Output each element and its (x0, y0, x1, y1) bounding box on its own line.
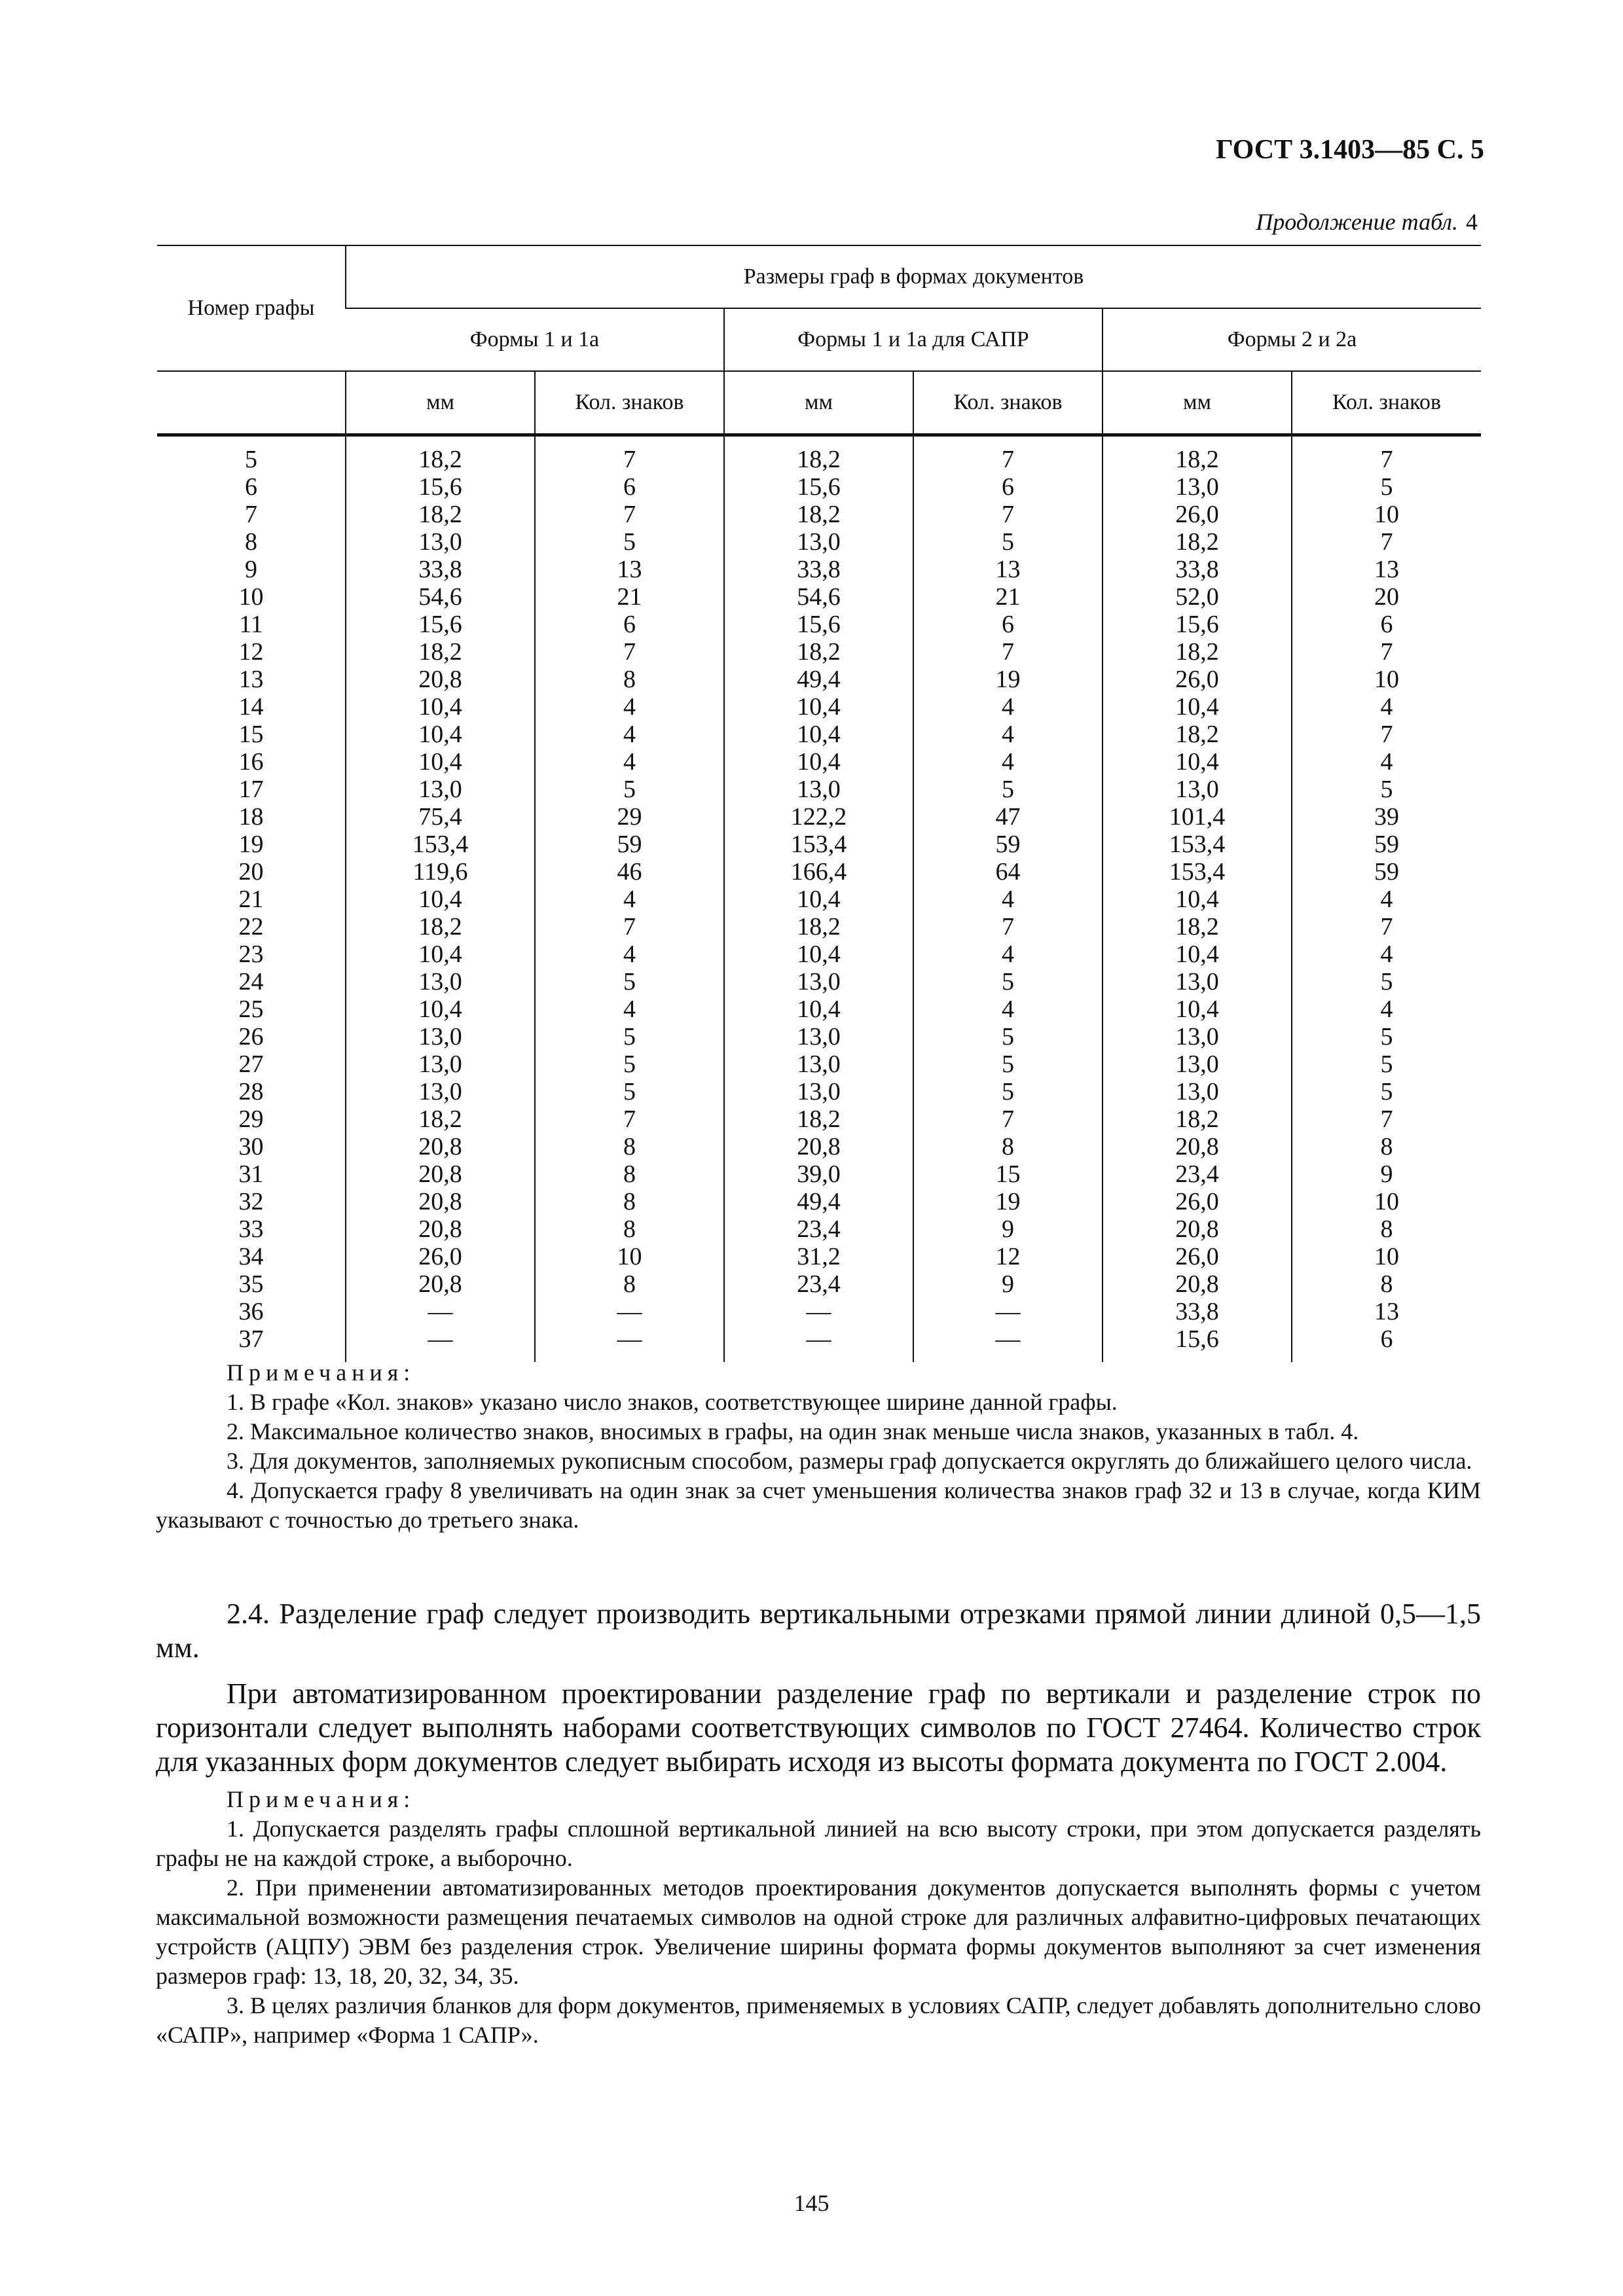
cell-form2-chars: 7 (1292, 1105, 1481, 1133)
page-number: 145 (793, 2190, 830, 2216)
table-row (157, 721, 1481, 748)
cell-form1-mm: 10,4 (346, 748, 535, 776)
cell-form1-chars: 5 (535, 1023, 724, 1050)
unit-mm-header: мм (346, 371, 535, 435)
cell-column-number: 11 (239, 611, 263, 638)
cell-column-number: 29 (238, 1105, 264, 1133)
cell-form2-mm: 10,4 (1103, 748, 1292, 776)
cell-column-number: 32 (238, 1188, 264, 1215)
cell-form1-sapr-chars: 5 (913, 1023, 1103, 1050)
cell-form2-chars: 10 (1292, 666, 1481, 693)
table-row (157, 1050, 1481, 1078)
cell-form1-mm: 10,4 (346, 721, 535, 748)
cell-form2-chars: 7 (1292, 435, 1481, 474)
cell-form1-sapr-chars: 7 (913, 501, 1103, 528)
cell-form1-chars: 4 (535, 721, 724, 748)
cell-form2-chars: 5 (1292, 1050, 1481, 1078)
cell-form1-chars: 8 (535, 1215, 724, 1243)
table-caption-number: 4 (1466, 209, 1478, 235)
cell-form1-chars: 59 (535, 831, 724, 858)
cell-form1-sapr-mm: 10,4 (724, 748, 913, 776)
cell-form1-sapr-chars: 13 (913, 556, 1103, 583)
cell-column-number: 25 (238, 996, 264, 1023)
cell-form2-mm: 13,0 (1103, 1050, 1292, 1078)
cell-form2-mm: 10,4 (1103, 941, 1292, 968)
table-row (157, 1298, 1481, 1325)
cell-form1-sapr-chars: 4 (913, 748, 1103, 776)
cell-form2-chars: 4 (1292, 886, 1481, 913)
cell-column-number: 8 (245, 528, 257, 556)
cell-form1-sapr-mm: 20,8 (724, 1133, 913, 1160)
cell-form1-mm: 18,2 (346, 435, 535, 474)
cell-column-number: 30 (238, 1133, 264, 1160)
note-item: 3. В целях различия бланков для форм документов, применяемых в условиях САПР, следует добавлять дополнительно слово «САПР», например «Форма 1 САПР». (156, 1992, 1481, 2048)
table-row (157, 1078, 1481, 1105)
table-row (157, 748, 1481, 776)
table-caption-text: Продолжение табл. (1256, 209, 1458, 235)
paragraph-sapr: При автоматизированном проектировании разделение граф по вертикали и разделение строк по горизонтали следует выполнять наборами соответствующих символов по ГОСТ 27464. Количество строк для указанных форм документов следует выбирать исходя из высоты формата документа по ГОСТ 2.004. (156, 1677, 1481, 1778)
cell-column-number: 21 (238, 886, 264, 913)
cell-form1-chars: 8 (535, 666, 724, 693)
table-row (157, 528, 1481, 556)
cell-form1-sapr-mm: 166,4 (724, 858, 913, 886)
cell-form1-sapr-chars: 5 (913, 1050, 1103, 1078)
cell-form1-sapr-mm: 122,2 (724, 803, 913, 831)
table-row (157, 941, 1481, 968)
cell-form1-chars: 21 (535, 583, 724, 611)
cell-form2-chars: 4 (1292, 941, 1481, 968)
cell-form1-sapr-mm: 13,0 (724, 1050, 913, 1078)
cell-form1-sapr-mm: 15,6 (724, 473, 913, 501)
cell-form2-chars: 7 (1292, 638, 1481, 666)
cell-form2-chars: 6 (1292, 611, 1481, 638)
cell-form1-sapr-mm: 33,8 (724, 556, 913, 583)
table-body (157, 435, 1481, 1363)
sizes-group-header: Размеры граф в формах документов (346, 245, 1481, 308)
cell-form1-sapr-mm: 13,0 (724, 1078, 913, 1105)
cell-form1-mm: 13,0 (346, 968, 535, 996)
table-row (157, 968, 1481, 996)
cell-form1-sapr-mm: 18,2 (724, 1105, 913, 1133)
unit-mm-header: мм (724, 371, 913, 435)
cell-form1-mm: 153,4 (346, 831, 535, 858)
cell-form1-sapr-chars: 6 (913, 611, 1103, 638)
cell-form1-sapr-chars: 7 (913, 1105, 1103, 1133)
cell-form1-chars: 4 (535, 941, 724, 968)
cell-column-number: 34 (238, 1243, 264, 1270)
cell-form1-sapr-chars: 4 (913, 693, 1103, 721)
cell-form1-mm: 10,4 (346, 996, 535, 1023)
cell-form2-mm: 153,4 (1103, 858, 1292, 886)
form-2-header: Формы 2 и 2а (1103, 308, 1481, 371)
table-row (157, 803, 1481, 831)
cell-form1-sapr-mm: 18,2 (724, 435, 913, 474)
cell-form1-mm: 10,4 (346, 693, 535, 721)
cell-form1-mm: 18,2 (346, 638, 535, 666)
cell-form1-sapr-mm: 153,4 (724, 831, 913, 858)
cell-form1-chars: 5 (535, 1078, 724, 1105)
table-row (157, 1243, 1481, 1270)
table-row (157, 776, 1481, 803)
column-number-header: Номер графы (157, 245, 346, 371)
cell-form1-chars: 7 (535, 913, 724, 941)
cell-form1-sapr-mm: 13,0 (724, 528, 913, 556)
cell-form2-chars: 8 (1292, 1133, 1481, 1160)
cell-form1-chars: 29 (535, 803, 724, 831)
table-row (157, 886, 1481, 913)
cell-column-number: 10 (238, 583, 264, 611)
cell-form1-mm: 15,6 (346, 611, 535, 638)
cell-form1-chars: 6 (535, 473, 724, 501)
cell-column-number: 6 (245, 473, 257, 501)
cell-column-number: 17 (238, 776, 264, 803)
cell-form2-chars: 7 (1292, 913, 1481, 941)
cell-column-number: 20 (238, 858, 264, 886)
cell-form1-sapr-chars: 12 (913, 1243, 1103, 1270)
cell-form1-sapr-mm: 23,4 (724, 1215, 913, 1243)
form-1-sapr-header: Формы 1 и 1а для САПР (724, 308, 1103, 371)
cell-column-number: 15 (238, 721, 264, 748)
table-row (157, 1325, 1481, 1362)
cell-form1-chars: 8 (535, 1188, 724, 1215)
cell-form2-chars: 7 (1292, 721, 1481, 748)
cell-form2-mm: 18,2 (1103, 721, 1292, 748)
cell-form1-chars: 4 (535, 693, 724, 721)
cell-form1-chars: — (535, 1325, 724, 1362)
cell-form1-mm: 20,8 (346, 1215, 535, 1243)
table-row (157, 1270, 1481, 1298)
cell-form2-mm: 18,2 (1103, 435, 1292, 474)
cell-form1-mm: — (346, 1298, 535, 1325)
cell-form1-sapr-chars: 4 (913, 941, 1103, 968)
cell-form1-sapr-mm: 15,6 (724, 611, 913, 638)
cell-column-number: 24 (238, 968, 264, 996)
cell-form2-mm: 18,2 (1103, 913, 1292, 941)
cell-form1-mm: 20,8 (346, 1270, 535, 1298)
unit-chars-header: Кол. знаков (535, 371, 724, 435)
cell-column-number: 22 (238, 913, 264, 941)
cell-form1-mm: 20,8 (346, 1160, 535, 1188)
cell-form2-chars: 5 (1292, 968, 1481, 996)
cell-form1-chars: 7 (535, 638, 724, 666)
cell-form2-mm: 26,0 (1103, 666, 1292, 693)
cell-column-number: 16 (238, 748, 264, 776)
cell-form1-mm: — (346, 1325, 535, 1362)
cell-form2-chars: 5 (1292, 473, 1481, 501)
table-row (157, 1215, 1481, 1243)
cell-form1-chars: 4 (535, 996, 724, 1023)
cell-form1-sapr-chars: 9 (913, 1215, 1103, 1243)
table-row (157, 996, 1481, 1023)
page-header: ГОСТ 3.1403—85 С. 5 (1215, 135, 1484, 165)
cell-column-number: 14 (238, 693, 264, 721)
cell-form1-mm: 10,4 (346, 886, 535, 913)
cell-form1-sapr-chars: 8 (913, 1133, 1103, 1160)
table-caption (1256, 208, 1478, 236)
cell-column-number: 33 (238, 1215, 264, 1243)
cell-form2-mm: 18,2 (1103, 638, 1292, 666)
cell-form1-mm: 13,0 (346, 1023, 535, 1050)
cell-column-number: 7 (245, 501, 257, 528)
cell-column-number: 26 (238, 1023, 264, 1050)
cell-form1-chars: 10 (535, 1243, 724, 1270)
cell-form1-sapr-chars: 59 (913, 831, 1103, 858)
cell-form1-chars: 7 (535, 435, 724, 474)
notes-block-1 (156, 1358, 1481, 1535)
cell-form2-mm: 13,0 (1103, 473, 1292, 501)
cell-form1-sapr-chars: 6 (913, 473, 1103, 501)
cell-form1-chars: 8 (535, 1133, 724, 1160)
cell-form1-chars: 4 (535, 886, 724, 913)
notes-block-2 (156, 1785, 1481, 2050)
table-row (157, 666, 1481, 693)
cell-column-number: 27 (238, 1050, 264, 1078)
table-row (157, 638, 1481, 666)
cell-form2-mm: 10,4 (1103, 693, 1292, 721)
cell-form2-chars: 10 (1292, 1188, 1481, 1215)
cell-form1-mm: 10,4 (346, 941, 535, 968)
cell-form2-mm: 10,4 (1103, 886, 1292, 913)
paragraph-2-4: 2.4. Разделение граф следует производить вертикальными отрезками прямой линии длиной 0,5—1,5 мм. (156, 1598, 1481, 1664)
cell-form1-sapr-mm: 10,4 (724, 996, 913, 1023)
cell-form2-chars: 4 (1292, 996, 1481, 1023)
cell-form1-sapr-chars: 19 (913, 1188, 1103, 1215)
cell-form1-chars: 8 (535, 1160, 724, 1188)
cell-form1-sapr-chars: — (913, 1325, 1103, 1362)
cell-form2-mm: 33,8 (1103, 556, 1292, 583)
table-row (157, 556, 1481, 583)
cell-form1-sapr-chars: 5 (913, 528, 1103, 556)
unit-mm-header: мм (1103, 371, 1292, 435)
cell-form2-chars: 10 (1292, 1243, 1481, 1270)
cell-form2-chars: 10 (1292, 501, 1481, 528)
cell-form1-sapr-mm: 10,4 (724, 693, 913, 721)
cell-form1-sapr-chars: 21 (913, 583, 1103, 611)
notes-title: Примечания: (227, 1359, 416, 1386)
cell-form1-mm: 13,0 (346, 1050, 535, 1078)
cell-form1-chars: 5 (535, 776, 724, 803)
cell-form2-mm: 15,6 (1103, 1325, 1292, 1362)
cell-column-number: 18 (238, 803, 264, 831)
cell-form1-mm: 18,2 (346, 913, 535, 941)
cell-form1-sapr-mm: 13,0 (724, 968, 913, 996)
cell-form1-sapr-mm: 31,2 (724, 1243, 913, 1270)
cell-form1-sapr-mm: 18,2 (724, 638, 913, 666)
table-row (157, 583, 1481, 611)
cell-form1-mm: 75,4 (346, 803, 535, 831)
cell-form1-sapr-chars: 4 (913, 996, 1103, 1023)
cell-form1-sapr-chars: 7 (913, 913, 1103, 941)
cell-form2-chars: 59 (1292, 858, 1481, 886)
number-subheader-blank (157, 371, 346, 435)
cell-form2-mm: 20,8 (1103, 1270, 1292, 1298)
cell-form1-sapr-mm: 49,4 (724, 1188, 913, 1215)
note-item: 3. Для документов, заполняемых рукописным способом, размеры граф допускается округлять до ближайшего целого числа. (227, 1448, 1472, 1474)
table-row (157, 693, 1481, 721)
cell-form2-chars: 5 (1292, 1078, 1481, 1105)
cell-form2-mm: 15,6 (1103, 611, 1292, 638)
unit-chars-header: Кол. знаков (913, 371, 1103, 435)
cell-form1-sapr-mm: 18,2 (724, 913, 913, 941)
cell-form1-mm: 54,6 (346, 583, 535, 611)
table-row (157, 473, 1481, 501)
cell-form1-sapr-chars: 19 (913, 666, 1103, 693)
cell-form2-mm: 10,4 (1103, 996, 1292, 1023)
cell-form1-chars: 46 (535, 858, 724, 886)
cell-form1-sapr-chars: 5 (913, 1078, 1103, 1105)
cell-form2-chars: 4 (1292, 748, 1481, 776)
cell-form1-mm: 26,0 (346, 1243, 535, 1270)
cell-form2-mm: 13,0 (1103, 968, 1292, 996)
cell-form1-mm: 13,0 (346, 528, 535, 556)
cell-column-number: 9 (245, 556, 257, 583)
cell-form2-mm: 26,0 (1103, 501, 1292, 528)
table-row (157, 1188, 1481, 1215)
cell-form2-mm: 153,4 (1103, 831, 1292, 858)
cell-form1-sapr-mm: 49,4 (724, 666, 913, 693)
cell-form1-chars: — (535, 1298, 724, 1325)
cell-form1-sapr-chars: 4 (913, 721, 1103, 748)
cell-form1-sapr-mm: 23,4 (724, 1270, 913, 1298)
cell-form1-chars: 7 (535, 501, 724, 528)
cell-form1-mm: 13,0 (346, 776, 535, 803)
table-row (157, 831, 1481, 858)
cell-form1-chars: 4 (535, 748, 724, 776)
cell-form1-mm: 20,8 (346, 1133, 535, 1160)
cell-column-number: 5 (245, 446, 257, 473)
cell-form1-sapr-chars: 7 (913, 435, 1103, 474)
table-row (157, 1133, 1481, 1160)
cell-form1-chars: 6 (535, 611, 724, 638)
notes-title: Примечания: (227, 1786, 416, 1812)
cell-form1-sapr-chars: 64 (913, 858, 1103, 886)
table-row (157, 1023, 1481, 1050)
cell-form1-mm: 20,8 (346, 666, 535, 693)
cell-form1-sapr-mm: 54,6 (724, 583, 913, 611)
cell-form1-sapr-mm: 10,4 (724, 886, 913, 913)
cell-form2-chars: 20 (1292, 583, 1481, 611)
cell-column-number: 31 (238, 1160, 264, 1188)
cell-form2-mm: 13,0 (1103, 1023, 1292, 1050)
cell-form1-mm: 18,2 (346, 501, 535, 528)
cell-form2-mm: 18,2 (1103, 1105, 1292, 1133)
column-sizes-table (157, 245, 1481, 1362)
cell-form2-chars: 5 (1292, 776, 1481, 803)
cell-form1-sapr-mm: 18,2 (724, 501, 913, 528)
cell-form2-chars: 7 (1292, 528, 1481, 556)
cell-form1-sapr-mm: 10,4 (724, 941, 913, 968)
form-1-header: Формы 1 и 1а (346, 308, 724, 371)
cell-form2-chars: 8 (1292, 1215, 1481, 1243)
cell-form2-mm: 18,2 (1103, 528, 1292, 556)
cell-form2-chars: 13 (1292, 1298, 1481, 1325)
cell-form1-sapr-mm: — (724, 1325, 913, 1362)
cell-form2-chars: 59 (1292, 831, 1481, 858)
note-item: 2. При применении автоматизированных методов проектирования документов допускается выполнять формы с учетом максимальной возможности размещения печатаемых символов на одной строке для различных алфавитно-цифровых печатающих устройств (АЦПУ) ЭВМ без разделения строк. Увеличение ширины формата формы документов выполняют за счет изменения размеров граф: 13, 18, 20, 32, 34, 35. (156, 1874, 1481, 1989)
cell-form2-chars: 8 (1292, 1270, 1481, 1298)
unit-chars-header: Кол. знаков (1292, 371, 1481, 435)
cell-column-number: 19 (238, 831, 264, 858)
note-item: 1. В графе «Кол. знаков» указано число знаков, соответствующее ширине данной графы. (227, 1389, 1118, 1415)
cell-column-number: 13 (238, 666, 264, 693)
cell-column-number: 35 (238, 1270, 264, 1298)
cell-form2-mm: 26,0 (1103, 1188, 1292, 1215)
cell-column-number: 12 (238, 638, 264, 666)
cell-form1-sapr-mm: — (724, 1298, 913, 1325)
table-row (157, 611, 1481, 638)
cell-form1-chars: 5 (535, 968, 724, 996)
cell-form2-chars: 13 (1292, 556, 1481, 583)
cell-form1-sapr-chars: 47 (913, 803, 1103, 831)
cell-form1-sapr-chars: — (913, 1298, 1103, 1325)
cell-form1-sapr-mm: 10,4 (724, 721, 913, 748)
cell-form1-chars: 5 (535, 1050, 724, 1078)
table-row (157, 435, 1481, 474)
cell-column-number: 28 (238, 1078, 264, 1105)
cell-form2-mm: 23,4 (1103, 1160, 1292, 1188)
cell-form2-mm: 13,0 (1103, 1078, 1292, 1105)
cell-form2-mm: 20,8 (1103, 1133, 1292, 1160)
cell-form2-mm: 20,8 (1103, 1215, 1292, 1243)
cell-form1-mm: 13,0 (346, 1078, 535, 1105)
cell-form1-sapr-chars: 4 (913, 886, 1103, 913)
cell-column-number: 37 (238, 1325, 264, 1353)
cell-form2-mm: 13,0 (1103, 776, 1292, 803)
cell-form1-mm: 15,6 (346, 473, 535, 501)
cell-form2-mm: 52,0 (1103, 583, 1292, 611)
note-item: 4. Допускается графу 8 увеличивать на один знак за счет уменьшения количества знаков граф 32 и 13 в случае, когда КИМ указывают с точностью до третьего знака. (156, 1477, 1481, 1533)
body-section (156, 1597, 1481, 1779)
cell-form2-mm: 33,8 (1103, 1298, 1292, 1325)
table-row (157, 913, 1481, 941)
cell-form1-sapr-chars: 9 (913, 1270, 1103, 1298)
cell-form1-sapr-chars: 7 (913, 638, 1103, 666)
cell-form1-sapr-chars: 5 (913, 776, 1103, 803)
cell-form1-sapr-chars: 5 (913, 968, 1103, 996)
cell-form1-chars: 8 (535, 1270, 724, 1298)
table-row (157, 858, 1481, 886)
table-row (157, 501, 1481, 528)
note-item: 2. Максимальное количество знаков, вносимых в графы, на один знак меньше числа знаков, указанных в табл. 4. (227, 1418, 1359, 1444)
cell-form1-sapr-mm: 13,0 (724, 776, 913, 803)
cell-form2-chars: 39 (1292, 803, 1481, 831)
cell-form2-mm: 101,4 (1103, 803, 1292, 831)
cell-form2-chars: 4 (1292, 693, 1481, 721)
cell-form1-sapr-chars: 15 (913, 1160, 1103, 1188)
cell-form1-mm: 119,6 (346, 858, 535, 886)
cell-column-number: 23 (238, 941, 264, 968)
cell-form1-mm: 33,8 (346, 556, 535, 583)
cell-form2-chars: 6 (1292, 1325, 1481, 1362)
cell-form1-chars: 5 (535, 528, 724, 556)
cell-form1-chars: 13 (535, 556, 724, 583)
cell-form1-mm: 20,8 (346, 1188, 535, 1215)
table-row (157, 1160, 1481, 1188)
cell-form2-chars: 9 (1292, 1160, 1481, 1188)
cell-form2-mm: 26,0 (1103, 1243, 1292, 1270)
cell-column-number: 36 (238, 1298, 264, 1325)
cell-form1-sapr-mm: 13,0 (724, 1023, 913, 1050)
cell-form1-mm: 18,2 (346, 1105, 535, 1133)
cell-form2-chars: 5 (1292, 1023, 1481, 1050)
cell-form1-sapr-mm: 39,0 (724, 1160, 913, 1188)
note-item: 1. Допускается разделять графы сплошной вертикальной линией на всю высоту строки, при этом допускается разделять графы не на каждой строке, а выборочно. (156, 1816, 1481, 1871)
cell-form1-chars: 7 (535, 1105, 724, 1133)
table-row (157, 1105, 1481, 1133)
